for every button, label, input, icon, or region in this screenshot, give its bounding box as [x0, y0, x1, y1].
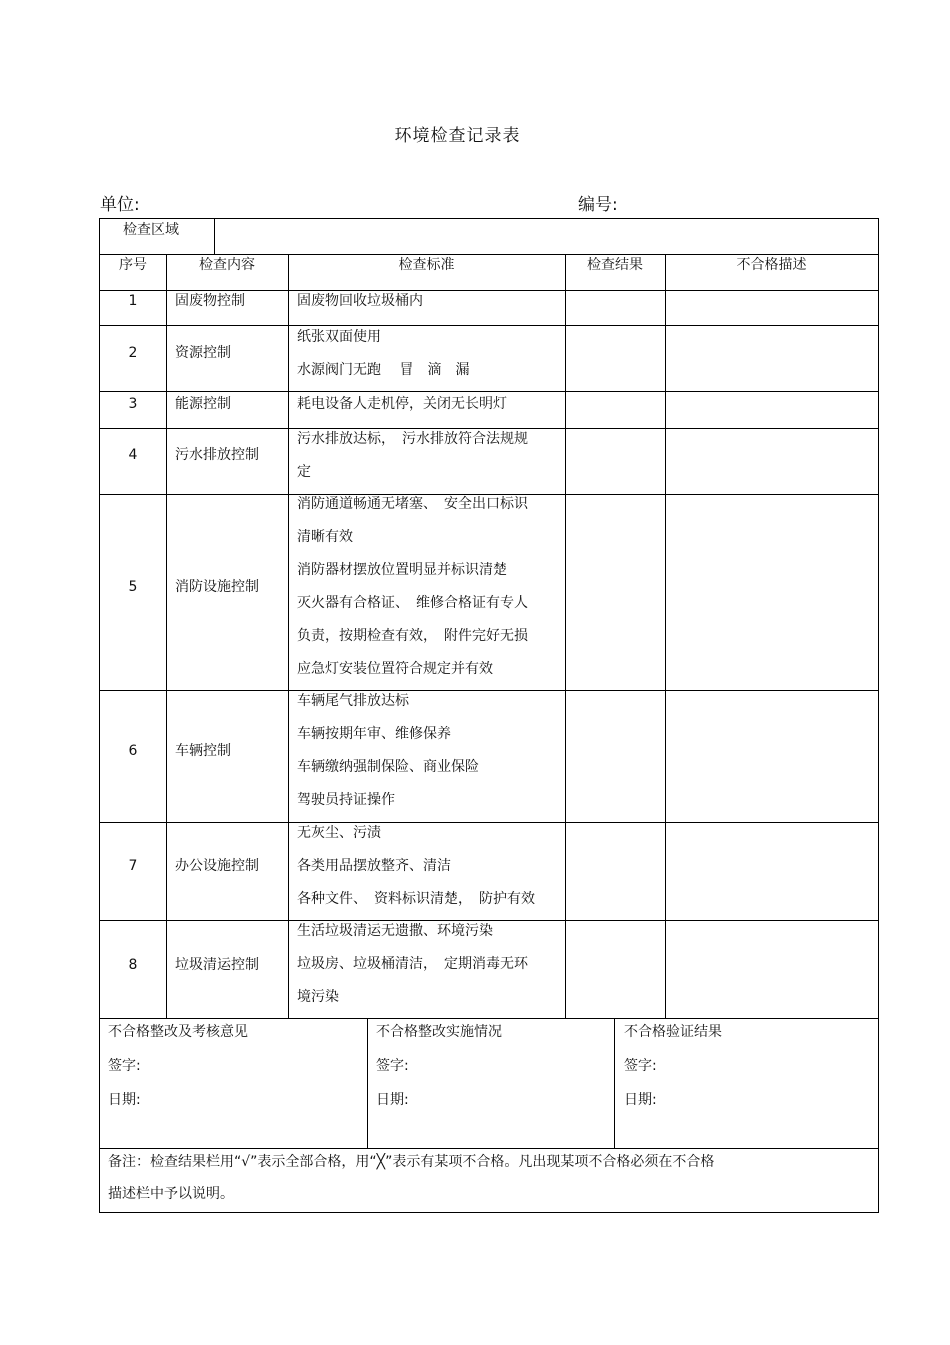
row-standard: 纸张双面使用 水源阀门无跑 冒 滴 漏 — [297, 329, 470, 378]
row-content: 车辆控制 — [175, 743, 231, 759]
grid-line — [614, 1018, 615, 1148]
row-standard: 消防通道畅通无堵塞、 安全出口标识 清晰有效 消防器材摆放位置明显并标识清楚 灭火器有合格证、 维修合格证有专人 负责，按期检查有效， 附件完好无损 应急灯安装位置符合规定并有效 — [297, 496, 528, 677]
grid-line — [100, 325, 878, 326]
row-content: 垃圾清运控制 — [175, 957, 259, 973]
footer-section-review — [108, 1024, 248, 1126]
grid-line — [367, 1018, 368, 1148]
grid-line — [100, 1148, 878, 1149]
header-content: 检查内容 — [199, 257, 255, 273]
note-line: 描述栏中予以说明。 — [108, 1186, 234, 1202]
row-index: 7 — [128, 858, 138, 874]
grid-line — [100, 391, 878, 392]
section-title: 不合格验证结果 — [624, 1024, 722, 1040]
row-content: 固废物控制 — [175, 293, 245, 309]
row-standard: 污水排放达标， 污水排放符合法规规 定 — [297, 431, 528, 480]
grid-line — [100, 822, 878, 823]
page-title: 环境检查记录表 — [394, 126, 521, 146]
sign-label: 签字: — [108, 1058, 141, 1074]
grid-line — [565, 254, 566, 1018]
row-index: 2 — [128, 345, 138, 361]
row-standard: 固废物回收垃圾桶内 — [297, 293, 423, 309]
row-standard: 生活垃圾清运无遗撒、环境污染 垃圾房、垃圾桶清洁， 定期消毒无环 境污染 — [297, 923, 528, 1005]
date-label: 日期: — [376, 1092, 409, 1108]
inspection-area-label: 检查区域 — [123, 222, 179, 238]
footer-section-implementation — [376, 1024, 502, 1126]
header-index: 序号 — [119, 257, 147, 273]
grid-line — [214, 219, 215, 254]
header-nonconformity: 不合格描述 — [736, 257, 807, 273]
row-content: 办公设施控制 — [175, 858, 259, 874]
inspection-form — [99, 218, 879, 1213]
note-line: 备注：检查结果栏用“√”表示全部合格，用“╳”表示有某项不合格。凡出现某项不合格必须在不合格 — [108, 1154, 715, 1170]
row-standard: 无灰尘、污渍 各类用品摆放整齐、清洁 各种文件、 资料标识清楚， 防护有效 — [297, 825, 535, 907]
row-index: 1 — [128, 293, 138, 309]
sign-label: 签字: — [624, 1058, 657, 1074]
row-index: 4 — [128, 447, 138, 463]
sign-label: 签字: — [376, 1058, 409, 1074]
grid-line — [665, 254, 666, 1018]
row-index: 5 — [128, 579, 138, 595]
number-label: 编号: — [578, 195, 618, 215]
row-content: 消防设施控制 — [175, 579, 259, 595]
row-standard: 耗电设备人走机停，关闭无长明灯 — [297, 396, 507, 412]
grid-line — [288, 254, 289, 1018]
footer-section-verification — [624, 1024, 722, 1126]
section-title: 不合格整改实施情况 — [376, 1024, 502, 1040]
grid-line — [166, 254, 167, 1018]
grid-line — [100, 254, 878, 255]
grid-line — [100, 290, 878, 291]
row-standard: 车辆尾气排放达标 车辆按期年审、维修保养 车辆缴纳强制保险、商业保险 驾驶员持证操作 — [297, 693, 479, 808]
header-result: 检查结果 — [587, 257, 643, 273]
date-label: 日期: — [624, 1092, 657, 1108]
row-content: 能源控制 — [175, 396, 231, 412]
unit-label: 单位: — [100, 195, 140, 215]
row-content: 资源控制 — [175, 345, 231, 361]
row-index: 3 — [128, 396, 138, 412]
header-standard: 检查标准 — [398, 257, 455, 273]
section-title: 不合格整改及考核意见 — [108, 1024, 248, 1040]
row-content: 污水排放控制 — [175, 447, 259, 463]
row-index: 6 — [128, 743, 138, 759]
row-index: 8 — [128, 957, 138, 973]
date-label: 日期: — [108, 1092, 141, 1108]
